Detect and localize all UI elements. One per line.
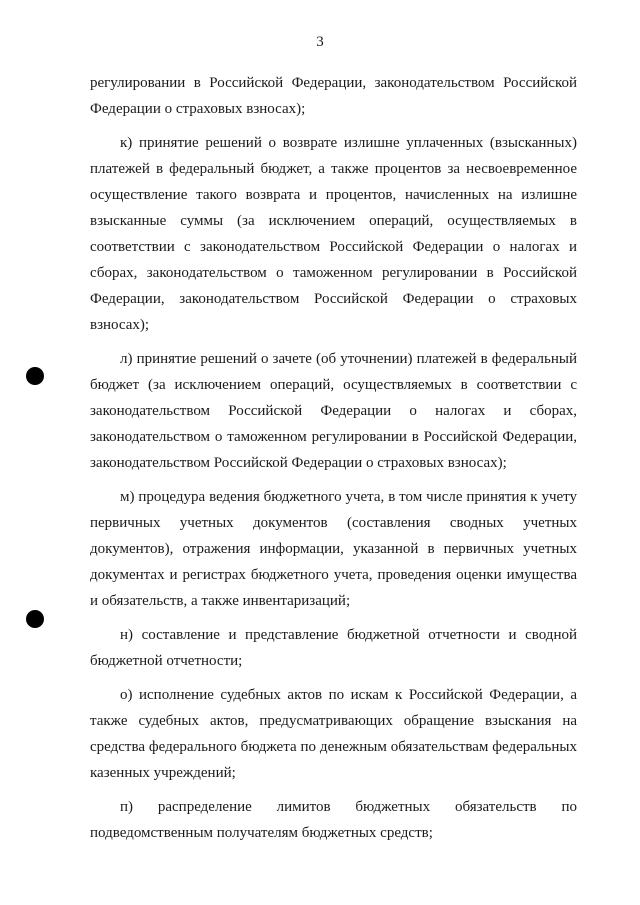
document-body xyxy=(90,70,577,854)
punch-hole-top xyxy=(26,367,44,385)
page-number: 3 xyxy=(316,34,324,50)
paragraph-k: к) принятие решений о возврате излишне уплаченных (взысканных) платежей в федеральный бюджет, а также процентов за несвоевременное осуществление такого возврата и процентов, начисленных на излишне взысканные суммы (за исключением операций, осуществляемых в соответствии с законодательством Российской Федерации о налогах и сборах, законодательством о таможенном регулировании в Российской Федерации, законодательством Российской Федерации о страховых взносах); xyxy=(90,135,577,333)
punch-hole-bottom xyxy=(26,610,44,628)
paragraph-o: о) исполнение судебных актов по искам к Российской Федерации, а также судебных актов, предусматривающих обращение взыскания на средства федерального бюджета по денежным обязательствам федеральных казенных учреждений; xyxy=(90,687,577,781)
paragraph-m: м) процедура ведения бюджетного учета, в том числе принятия к учету первичных учетных документов (составления сводных учетных документов), отражения информации, указанной в первичных учетных документах и регистрах бюджетного учета, проведения оценки имущества и обязательств, а также инвентаризаций; xyxy=(90,489,577,609)
paragraph-l: л) принятие решений о зачете (об уточнении) платежей в федеральный бюджет (за исключением операций, осуществляемых в соответствии с законодательством Российской Федерации о налогах и сборах, законодательством о таможенном регулировании в Российской Федерации, законодательством Российской Федерации о страховых взносах); xyxy=(90,351,577,471)
paragraph-n: н) составление и представление бюджетной отчетности и сводной бюджетной отчетности; xyxy=(90,627,577,669)
paragraph-continuation: регулировании в Российской Федерации, законодательством Российской Федерации о страховых взносах); xyxy=(90,75,577,117)
paragraph-p: п) распределение лимитов бюджетных обязательств по подведомственным получателям бюджетных средств; xyxy=(90,799,577,841)
